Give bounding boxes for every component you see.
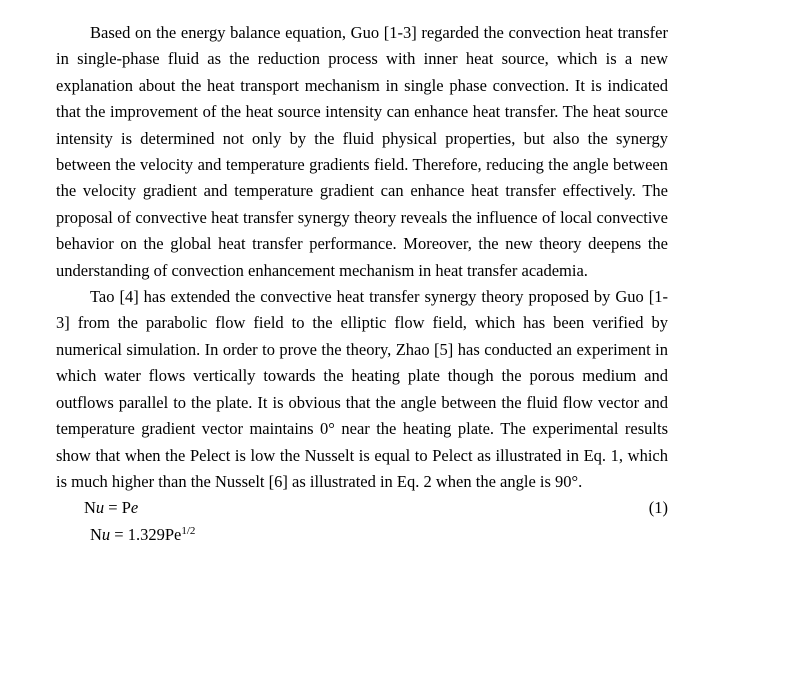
equation-2-exponent: 1/2: [181, 524, 196, 537]
paper-page: [56, 20, 668, 548]
equation-1-lhs-italic: u: [95, 498, 105, 518]
equation-2-operator: =: [110, 524, 128, 544]
equation-1-operator: =: [104, 498, 122, 518]
equation-2-lhs-prefix: N: [90, 524, 102, 544]
equation-2: [56, 522, 668, 548]
equation-2-lhs-italic: u: [101, 524, 111, 544]
equation-1-rhs-italic: e: [130, 498, 139, 518]
equation-1-expression: [84, 495, 138, 521]
equation-2-rhs-prefix: 1.329Pe: [127, 524, 182, 544]
equation-1-number: (1): [648, 498, 668, 518]
equation-1-rhs-prefix: P: [121, 498, 131, 518]
equation-2-expression: [90, 522, 195, 548]
equation-1-lhs-prefix: N: [84, 498, 96, 518]
equation-1: [56, 495, 668, 521]
paragraph-experiment: Tao [4] has extended the convective heat transfer synergy theory proposed by Guo [1-3] from the parabolic flow field to the elliptic flow field, which has been verified by numerical simulation. In order to prove the theory, Zhao [5] has conducted an experiment in which water flows vertically towards the heating plate though the porous medium and outflows parallel to the plate. It is obvious that the angle between the fluid flow vector and temperature gradient vector maintains 0° near the heating plate. The experimental results show that when the Pelect is low the Nusselt is equal to Pelect as illustrated in Eq. 1, which is much higher than the Nusselt [6] as illustrated in Eq. 2 when the angle is 90°.: [56, 287, 668, 491]
paragraph-synergy-theory: Based on the energy balance equation, Guo [1-3] regarded the convection heat transfer in single-phase fluid as the reduction process with inner heat source, which is a new explanation about the heat transport mechanism in single phase convection. It is indicated that the improvement of the heat source intensity can enhance heat transfer. The heat source intensity is determined not only by the fluid physical properties, but also the synergy between the velocity and temperature gradients field. Therefore, reducing the angle between the velocity gradient and temperature gradient can enhance heat transfer effectively. The proposal of convective heat transfer synergy theory reveals the influence of local convective behavior on the global heat transfer performance. Moreover, the new theory deepens the understanding of convection enhancement mechanism in heat transfer academia.: [56, 23, 668, 280]
